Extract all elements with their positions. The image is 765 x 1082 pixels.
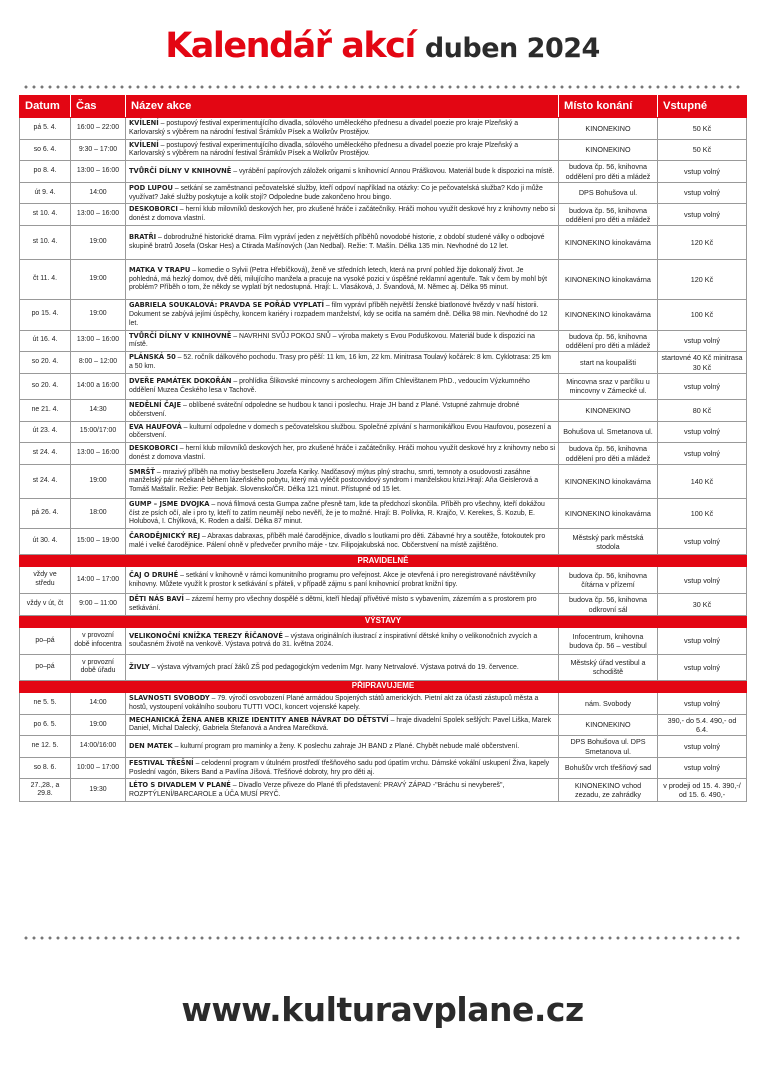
event-time: 16:00 – 22:00 xyxy=(71,118,126,140)
event-place: Městský úřad vestibul a schodiště xyxy=(559,654,658,680)
event-time: 14:00/16:00 xyxy=(71,736,126,757)
event-description xyxy=(126,529,559,555)
event-place: nám. Svobody xyxy=(559,692,658,714)
event-name: NEDĚLNÍ ČAJE xyxy=(129,400,182,409)
event-description xyxy=(126,330,559,352)
event-description xyxy=(126,300,559,330)
table-row xyxy=(20,529,747,555)
event-place: budova čp. 56, knihovna oddělení pro děti a mládež xyxy=(559,204,658,226)
event-time: 13:00 – 16:00 xyxy=(71,161,126,182)
section-header-row xyxy=(20,680,747,692)
event-price: 140 Kč xyxy=(658,464,747,498)
section-header: PRAVIDELNĚ xyxy=(20,555,747,567)
event-text: – 79. výročí osvobození Plané armádou Spojených států amerických. Pietní akt za účasti zástupců města a hostů, vystoupení vokálního souboru TUTTI VOCI, koncert vojenské kapely. xyxy=(129,694,539,711)
event-time: 9:30 – 17:00 xyxy=(71,139,126,161)
event-name: BRATŘI xyxy=(129,233,157,242)
event-price: vstup volný xyxy=(658,567,747,594)
event-name: FESTIVAL TŘEŠNÍ xyxy=(129,758,194,767)
event-description xyxy=(126,779,559,802)
col-header-price: Vstupné xyxy=(658,96,747,118)
event-name: SMRŠŤ xyxy=(129,467,155,476)
event-place: start na koupališti xyxy=(559,352,658,374)
event-description xyxy=(126,443,559,465)
event-time: 13:00 – 16:00 xyxy=(71,204,126,226)
event-description xyxy=(126,714,559,736)
event-place: Bohušova ul. Smetanova ul. xyxy=(559,421,658,443)
event-time: 13:00 – 16:00 xyxy=(71,443,126,465)
event-price: vstup volný xyxy=(658,204,747,226)
event-name: DVEŘE PAMÁTEK DOKOŘÁN xyxy=(129,377,232,386)
event-text: – setkání v knihovně v rámci komunitního programu pro veřejnost. Akce je otevřená i pro neregistrované návštěvníky knihovny. Můžete využít k prostor k setkávání s přáteli, v případě zájmu s paní knihovnicí probrat knižní tipy. xyxy=(129,571,536,588)
event-name: DESKOBORCI xyxy=(129,444,178,453)
event-description xyxy=(126,260,559,300)
event-text: – setkání se zaměstnanci pečovatelské služby, kteří odpoví například na otázky: Co je pečovatelská služba? Kdo ji může využívat? Jaké služby poskytuje a kolik stojí? Odpoledne bude zakončeno hrou bingo. xyxy=(129,184,543,201)
event-date: vždy v út, čt xyxy=(20,594,71,616)
event-place: KINONEKINO xyxy=(559,714,658,736)
table-row xyxy=(20,330,747,352)
event-price: 390,- do 5.4. 490,- od 6.4. xyxy=(658,714,747,736)
event-date: so 20. 4. xyxy=(20,352,71,374)
table-row xyxy=(20,399,747,421)
event-name: PLÁNSKÁ 50 xyxy=(129,353,176,362)
dotted-divider-bottom xyxy=(22,936,744,940)
table-row xyxy=(20,421,747,443)
event-name: TVŮRČÍ DÍLNY V KNIHOVNĚ xyxy=(129,331,232,340)
table-row xyxy=(20,594,747,616)
event-text: – kulturní program pro maminky a ženy. K poslechu zahraje JH BAND z Plané. Chybět nebude malé občerstvení. xyxy=(172,742,520,750)
event-time: 14:00 a 16:00 xyxy=(71,373,126,399)
event-text: – postupový festival experimentujícího divadla, sólového uměleckého přednesu a divadel poezie pro kraje Plzeňský a Karlovarský s výběrem na národní festival Šrámkův Písek a Wolkrův Prostějov. xyxy=(129,141,519,158)
event-description xyxy=(126,736,559,757)
event-text: – prohlídka Šlikovské mincovny s archeologem Jiřím Chlevištanem PhD., vedoucím Výzkumného oddělení Muzea Českého lesa v Tachově. xyxy=(129,378,530,394)
dotted-divider-top xyxy=(22,85,744,89)
event-description xyxy=(126,498,559,528)
event-text: – Abraxas dabraxas, příběh malé čarodějnice, divadlo s loutkami pro děti. Zábavné hry a soutěže, fotokoutek pro malé i velké čarodějnice. Pálení ohně v předvečer prvního máje - tzv. Filipojakubská noc. Občerstvení na místě zajištěno. xyxy=(129,533,546,550)
event-price: 30 Kč xyxy=(658,594,747,616)
event-time: 14:00 – 17:00 xyxy=(71,567,126,594)
table-row xyxy=(20,736,747,757)
event-price: vstup volný xyxy=(658,182,747,204)
event-description xyxy=(126,399,559,421)
event-name: TVŮRČÍ DÍLNY V KNIHOVNĚ xyxy=(129,166,232,175)
event-text: – film vypráví příběh největší ženské biatlonové hvězdy v naší historii. Dokument se zabývá jejími úspěchy, koncem kariéry i rozpadem manželství, kdy se ocitla na samém dně. Délka 98 min. Nevhodné do 12 let. xyxy=(129,302,548,327)
event-time: 15:00/17:00 xyxy=(71,421,126,443)
title-main: Kalendář akcí xyxy=(165,26,415,66)
event-name: LÉTO S DIVADLEM V PLANÉ xyxy=(129,781,231,790)
event-place: Městský park městská stodola xyxy=(559,529,658,555)
event-description xyxy=(126,594,559,616)
event-text: – Divadlo Verze přiveze do Plané tři představení: PRAVÝ ZÁPAD -"Bráchu si nevybereš", ROZPTÝLENÍ/BARCAROLE a ÚČA MUSÍ PRYČ. xyxy=(129,782,505,798)
event-text: – herní klub milovníků deskových her, pro zkušené hráče i začátečníky. Hráči mohou využít deskové hry z knihovny nebo si donést z domova vlastní. xyxy=(129,206,555,223)
section-header: VÝSTAVY xyxy=(20,615,747,627)
event-description xyxy=(126,352,559,374)
event-name: KVÍLENÍ xyxy=(129,119,159,127)
table-header-row xyxy=(20,96,747,118)
section-header-row xyxy=(20,615,747,627)
event-date: pá 5. 4. xyxy=(20,118,71,140)
event-time: 19:00 xyxy=(71,714,126,736)
event-date: po–pá xyxy=(20,627,71,654)
event-text: – vyrábění papírových záložek origami s knihovnicí Annou Práškovou. Materiál bude k dispozici na místě. xyxy=(231,167,555,175)
event-price: 50 Kč xyxy=(658,118,747,140)
event-price: vstup volný xyxy=(658,692,747,714)
event-date: út 9. 4. xyxy=(20,182,71,204)
event-place: DPS Bohušova ul. xyxy=(559,182,658,204)
event-description xyxy=(126,118,559,140)
event-name: ŽIVLY xyxy=(129,662,150,671)
event-text: – nová filmová cesta Gumpa začne přesně tam, kde ta předchozí skončila. Příběh pro všechny, kteří dokážou číst ze psích očí, ale i pro ty, kteří to zatím neumějí nebo nevěří, že je to možné. Hrají: B. Polívka, R. Krajčo, V. Kerekes, Š. Kozub, E. Holubová, I. Chýlková, K. Roden a další. Délka 87 minut. xyxy=(129,500,545,526)
event-time: 14:30 xyxy=(71,399,126,421)
table-row xyxy=(20,757,747,779)
event-price: vstup volný xyxy=(658,736,747,757)
event-name: MECHANICKÁ ŽENA ANEB KRIZE IDENTITY ANEB NÁVRAT DO DĚTSTVÍ xyxy=(129,715,389,724)
event-date: ne 12. 5. xyxy=(20,736,71,757)
event-time: 9:00 – 11:00 xyxy=(71,594,126,616)
table-row xyxy=(20,139,747,161)
event-price: vstup volný xyxy=(658,421,747,443)
event-text: – postupový festival experimentujícího divadla, sólového uměleckého přednesu a divadel poezie pro kraje Plzeňský a Karlovarský s výběrem na národní festival Šrámkův Písek a Wolkrův Prostějov. xyxy=(129,120,519,136)
event-price: 100 Kč xyxy=(658,300,747,330)
event-time: 19:00 xyxy=(71,260,126,300)
col-header-date: Datum xyxy=(20,96,71,118)
event-price: vstup volný xyxy=(658,373,747,399)
event-time: 14:00 xyxy=(71,692,126,714)
event-date: ne 5. 5. xyxy=(20,692,71,714)
event-name: DEN MATEK xyxy=(129,741,173,750)
table-row xyxy=(20,654,747,680)
event-time: 19:00 xyxy=(71,226,126,260)
event-text: – 52. ročník dálkového pochodu. Trasy pro pěší: 11 km, 16 km, 22 km. Minitrasa Toulavý kočárek: 8 km. Cyklotrasa: 25 km a 50 km. xyxy=(129,354,551,371)
events-table xyxy=(19,95,747,802)
event-date: so 6. 4. xyxy=(20,139,71,161)
event-time: v provozní době úřadu xyxy=(71,654,126,680)
event-time: 13:00 – 16:00 xyxy=(71,330,126,352)
event-name: MATKA V TRAPU xyxy=(129,265,191,274)
event-time: 19:00 xyxy=(71,300,126,330)
event-place: DPS Bohušova ul. DPS Smetanova ul. xyxy=(559,736,658,757)
section-header: PŘIPRAVUJEME xyxy=(20,680,747,692)
table-row xyxy=(20,352,747,374)
event-description xyxy=(126,421,559,443)
event-name: POD LUPOU xyxy=(129,183,173,192)
event-date: st 24. 4. xyxy=(20,464,71,498)
event-description xyxy=(126,161,559,182)
table-row xyxy=(20,714,747,736)
table-row xyxy=(20,443,747,465)
event-text: – hraje divadelní Spolek sešlých: Pavel Liška, Marek Daniel, Michal Dalecký, Gabriela Štefanová a Andrea Marečková. xyxy=(129,716,552,733)
event-date: út 16. 4. xyxy=(20,330,71,352)
table-row xyxy=(20,373,747,399)
table-row xyxy=(20,567,747,594)
event-date: po–pá xyxy=(20,654,71,680)
table-row xyxy=(20,226,747,260)
event-price: vstup volný xyxy=(658,654,747,680)
event-date: pá 26. 4. xyxy=(20,498,71,528)
event-price: 120 Kč xyxy=(658,260,747,300)
event-place: budova čp. 56, knihovna oddělení pro děti a mládež xyxy=(559,330,658,352)
event-place: KINONEKINO kinokavárna xyxy=(559,300,658,330)
event-price: vstup volný xyxy=(658,161,747,182)
table-row xyxy=(20,464,747,498)
event-date: vždy ve středu xyxy=(20,567,71,594)
event-name: VELIKONOČNÍ KNÍŽKA TEREZY ŘÍČANOVÉ xyxy=(129,631,283,640)
event-price: vstup volný xyxy=(658,330,747,352)
event-date: po 8. 4. xyxy=(20,161,71,182)
event-description xyxy=(126,373,559,399)
event-name: GABRIELA SOUKALOVÁ: PRAVDA SE POŘÁD VYPLATÍ xyxy=(129,301,324,310)
event-name: ČARODĚJNICKÝ REJ xyxy=(129,532,201,541)
event-description xyxy=(126,757,559,779)
event-price: 120 Kč xyxy=(658,226,747,260)
page-title xyxy=(0,26,765,66)
event-place: KINONEKINO vchod zezadu, ze zahrádky xyxy=(559,779,658,802)
table-row xyxy=(20,627,747,654)
event-place: budova čp. 56, knihovna oddělení pro děti a mládež xyxy=(559,443,658,465)
event-name: DĚTI NÁS BAVÍ xyxy=(129,595,184,604)
event-time: 19:30 xyxy=(71,779,126,802)
table-row xyxy=(20,161,747,182)
event-date: út 23. 4. xyxy=(20,421,71,443)
event-time: 14:00 xyxy=(71,182,126,204)
event-price: 80 Kč xyxy=(658,399,747,421)
event-date: út 30. 4. xyxy=(20,529,71,555)
event-name: ČAJ O DRUHÉ xyxy=(129,570,179,579)
col-header-time: Čas xyxy=(71,96,126,118)
event-time: 19:00 xyxy=(71,464,126,498)
event-date: po 6. 5. xyxy=(20,714,71,736)
event-place: budova čp. 56, knihovna odkrovní sál xyxy=(559,594,658,616)
event-date: st 10. 4. xyxy=(20,204,71,226)
event-time: v provozní době infocentra xyxy=(71,627,126,654)
event-price: startovné 40 Kč minitrasa 30 Kč xyxy=(658,352,747,374)
event-date: po 15. 4. xyxy=(20,300,71,330)
event-price: vstup volný xyxy=(658,627,747,654)
event-date: 27.,28., a 29.8. xyxy=(20,779,71,802)
event-place: KINONEKINO xyxy=(559,139,658,161)
event-place: KINONEKINO kinokavárna xyxy=(559,226,658,260)
event-price: vstup volný xyxy=(658,529,747,555)
event-text: – oblíbené sváteční odpoledne se hudbou k tanci i poslechu. Hraje JH band z Plané. Vstupné zahrnuje drobné občerstvení. xyxy=(129,401,520,418)
event-place: KINONEKINO xyxy=(559,118,658,140)
event-description xyxy=(126,567,559,594)
event-date: st 24. 4. xyxy=(20,443,71,465)
event-description xyxy=(126,692,559,714)
event-description xyxy=(126,204,559,226)
table-row xyxy=(20,182,747,204)
table-row xyxy=(20,260,747,300)
event-date: st 10. 4. xyxy=(20,226,71,260)
event-description xyxy=(126,654,559,680)
event-text: – kulturní odpoledne v domech s pečovatelskou službou. Společné zpívání s harmonikářkou Evou Haufovou, posezení a občerstvení. xyxy=(129,423,552,440)
event-name: SLAVNOSTI SVOBODY xyxy=(129,693,210,702)
event-place: budova čp. 56, knihovna čítárna v přízemí xyxy=(559,567,658,594)
event-place: KINONEKINO kinokavárna xyxy=(559,260,658,300)
event-description xyxy=(126,182,559,204)
website-url[interactable]: www.kulturavplane.cz xyxy=(181,990,584,1029)
event-place: budova čp. 56, knihovna oddělení pro děti a mládež xyxy=(559,161,658,182)
event-date: so 8. 6. xyxy=(20,757,71,779)
event-description xyxy=(126,226,559,260)
event-time: 15:00 – 19:00 xyxy=(71,529,126,555)
event-price: vstup volný xyxy=(658,443,747,465)
event-text: – celodenní program v útulném prostředí třešňového sadu pod úpatím vrchu. Dámské vokální uskupení Živa, kapely Poslední vagón, Bikers Band a Pavlína Jíšová. Třešňové dobroty, hry pro děti aj. xyxy=(129,759,550,776)
event-time: 10:00 – 17:00 xyxy=(71,757,126,779)
event-date: ne 21. 4. xyxy=(20,399,71,421)
section-header-row xyxy=(20,555,747,567)
table-row xyxy=(20,118,747,140)
event-name: KVÍLENÍ xyxy=(129,140,159,149)
event-place: KINONEKINO xyxy=(559,399,658,421)
event-text: – zázemí herny pro všechny dospělé s dětmi, kteří hledají přívětivé místo s vybavením, zázemím a s prostorem pro setkávání. xyxy=(129,596,537,613)
event-text: – dobrodružné historické drama. Film vypráví jeden z největších příběhů novodobé historie, z období studené války o odbojové skupině bratrů Josefa (Oskar Hes) a Ctirada Mašínových (Jan Nedbal). Režie: T. Mašín. Délka 135 min. Nevhodné do 12 let. xyxy=(129,234,545,251)
event-place: KINONEKINO kinokavárna xyxy=(559,498,658,528)
event-name: GUMP – JSME DVOJKA xyxy=(129,499,210,508)
table-row xyxy=(20,498,747,528)
event-price: vstup volný xyxy=(658,757,747,779)
title-sub: duben 2024 xyxy=(424,33,600,64)
event-text: – mrazivý příběh na motivy bestselleru Jozefa Kariky. Nadčasový mýtus plný strachu, smrti, temnoty a osudovosti zasáhne manželský pár nečekaně během lázeňského pobytu, který má vyléčit postcovidový syndrom i manželskou krizi.Hrají: Aňa Geislerová a Tomáš Maštalír. Režie: Petr Bebjak. Slovensko/ČR. Délka 121 minut. Přístupné od 15 let. xyxy=(129,468,539,494)
event-place: Mincovna sraz v parčíku u mincovny v Zámecké ul. xyxy=(559,373,658,399)
event-description xyxy=(126,464,559,498)
event-text: – komedie o Sylvii (Petra Hřebíčková), ženě ve středních letech, která na první pohled žije dokonalý život. Je pohledná, má hezký domov, dvě děti, milujícího manžela a pracuje na vysoké pozici v úspěšné reklamní agentuře. Tak v čem by mohl být problém? Příběh o tom, že někdy se vyplatí být nedostupná. Hrají: L. Vlasáková, J. Švandová, M. Němec aj. Délka 95 minut. xyxy=(129,266,547,292)
event-name: DESKOBORCI xyxy=(129,205,178,214)
event-date: čt 11. 4. xyxy=(20,260,71,300)
event-description xyxy=(126,139,559,161)
col-header-place: Místo konání xyxy=(559,96,658,118)
table-row xyxy=(20,692,747,714)
event-price: 50 Kč xyxy=(658,139,747,161)
event-text: – herní klub milovníků deskových her, pro zkušené hráče i začátečníky. Hráči mohou využít deskové hry z knihovny nebo si donést z domova vlastní. xyxy=(129,445,555,461)
event-price: v prodeji od 15. 4. 390,-/ od 15. 6. 490,- xyxy=(658,779,747,802)
event-text: – NAVRHNI SVŮJ POKOJ SNŮ – výroba makety s Evou Poduškovou. Materiál bude k dispozici na místě. xyxy=(129,332,535,349)
event-place: KINONEKINO kinokavárna xyxy=(559,464,658,498)
event-date: so 20. 4. xyxy=(20,373,71,399)
event-price: 100 Kč xyxy=(658,498,747,528)
event-text: – výstava originálních ilustrací z inspirativní dětské knihy o velikonočních zvycích a současném životě na venkově. Výstava potrvá do 31. května 2024. xyxy=(129,632,538,649)
event-name: EVA HAUFOVÁ xyxy=(129,422,182,431)
event-time: 18:00 xyxy=(71,498,126,528)
event-place: Infocentrum, knihovna budova čp. 56 – vestibul xyxy=(559,627,658,654)
event-place: Bohušův vrch třešňový sad xyxy=(559,757,658,779)
event-time: 8:00 – 12:00 xyxy=(71,352,126,374)
table-row xyxy=(20,779,747,802)
table-row xyxy=(20,300,747,330)
col-header-name: Název akce xyxy=(126,96,559,118)
event-text: – výstava výtvarných prací žáků ZŠ pod pedagogickým vedením Mgr. Ivany Netrvalové. Výstava potrvá do 19. července. xyxy=(149,663,519,671)
table-row xyxy=(20,204,747,226)
event-description xyxy=(126,627,559,654)
